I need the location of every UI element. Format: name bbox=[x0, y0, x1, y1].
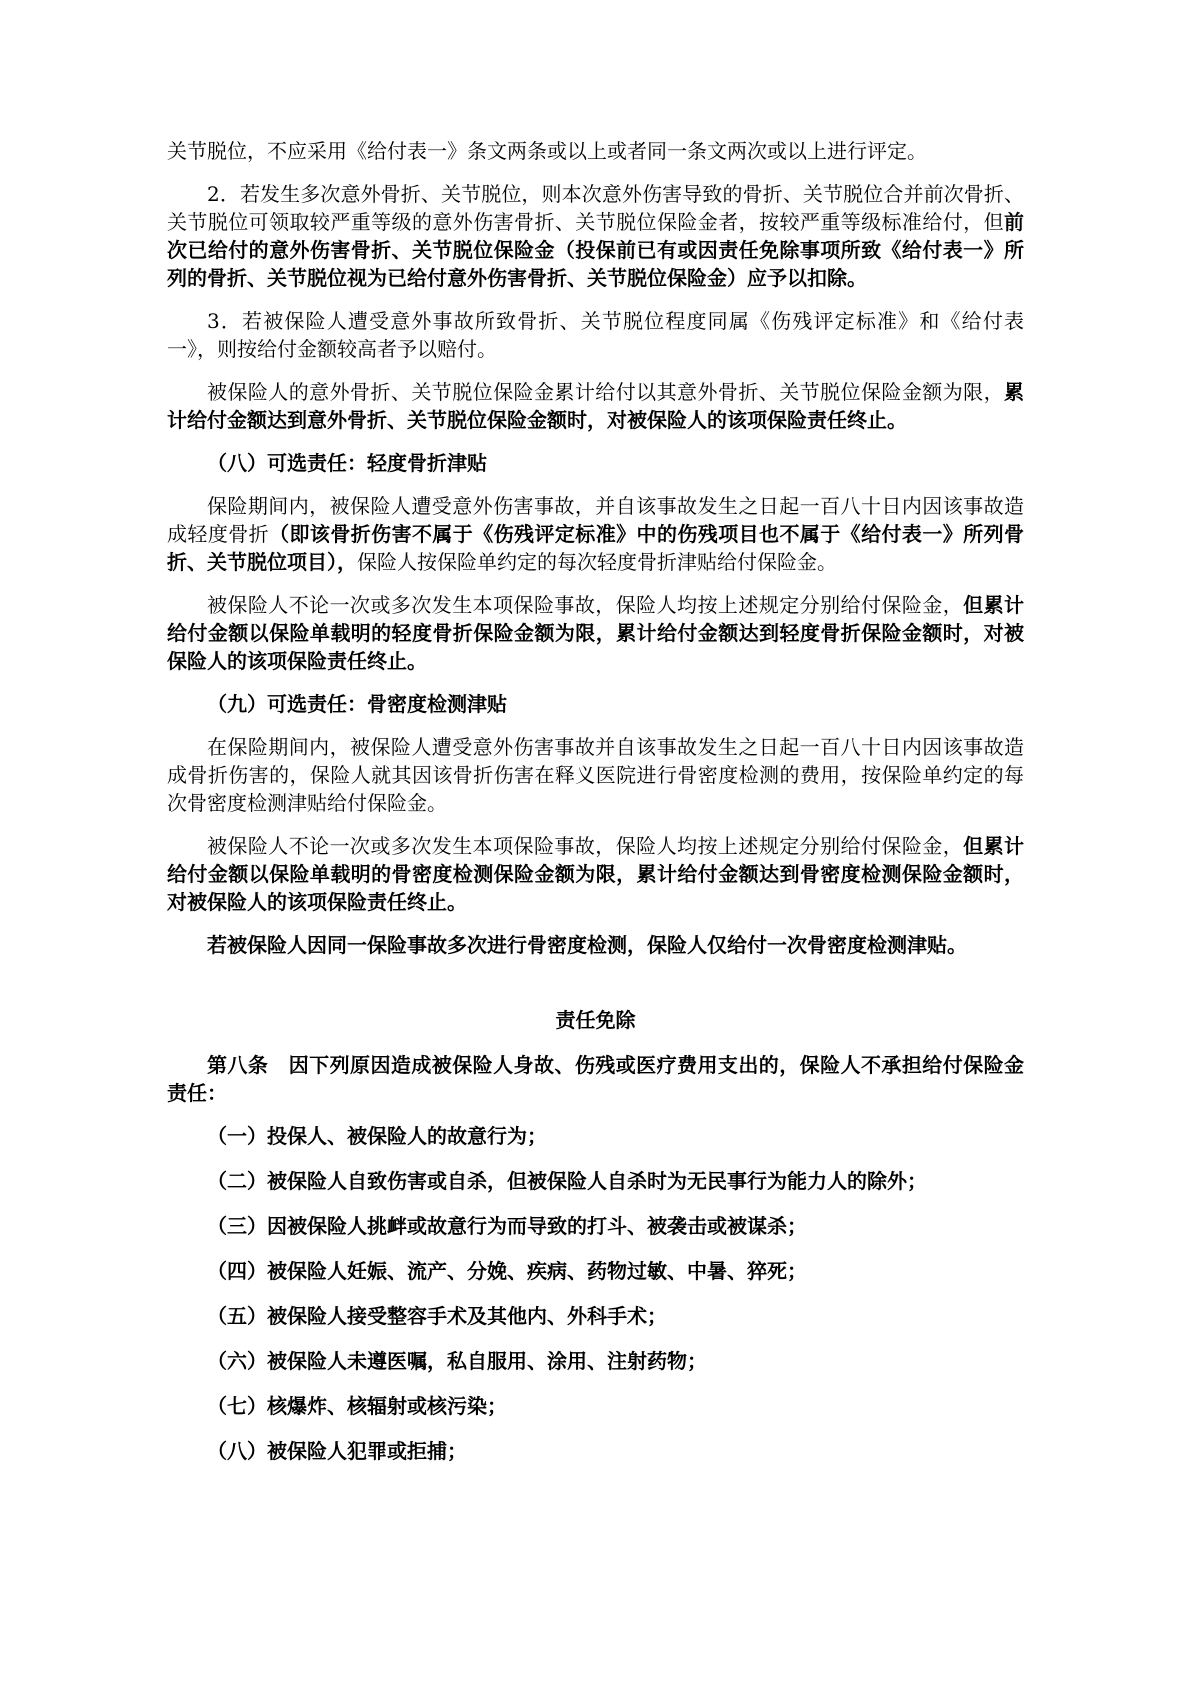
paragraph-article-8 bbox=[167, 1051, 1024, 1107]
text-run-bold: （即该骨折伤害不属于《伤残评定标准》中的伤残项目也不属于《给付表一》所列骨折、关节脱位项目）， bbox=[167, 522, 1025, 574]
exclusion-item-8: （八）被保险人犯罪或拒捕； bbox=[207, 1439, 467, 1463]
paragraph-carryover bbox=[167, 137, 1024, 165]
paragraph-minor-fracture-limit bbox=[167, 591, 1024, 675]
paragraph-accumulation-limit bbox=[167, 378, 1024, 434]
text-run-bold: 但累计给付金额以保险单载明的骨密度检测保险金额为限，累计给付金额达到骨密度检测保险金额时，对被保险人的该项保险责任终止。 bbox=[167, 834, 1025, 914]
text-run-bold: 但累计给付金额以保险单载明的轻度骨折保险金额为限，累计给付金额达到轻度骨折保险金额时，对被保险人的该项保险责任终止。 bbox=[167, 593, 1025, 673]
text-run: 在保险期间内，被保险人遭受意外伤害事故并自该事故发生之日起一百八十日内因该事故造成骨折伤害的，保险人就其因该骨折伤害在释义医院进行骨密度检测的费用，按保险单约定的每次骨密度检测津贴给付保险金。 bbox=[167, 735, 1024, 815]
paragraph-minor-fracture bbox=[167, 492, 1024, 576]
text-run: 被保险人不论一次或多次发生本项保险事故，保险人均按上述规定分别给付保险金， bbox=[207, 834, 964, 858]
paragraph-bone-density-limit bbox=[167, 832, 1024, 916]
exclusion-item-6: （六）被保险人未遵医嘱，私自服用、涂用、注射药物； bbox=[207, 1349, 707, 1373]
text-run: 保险期间内，被保险人遭受意外伤害事故，并自该事故发生之日起一百八十日内因该事故造成轻度骨折 bbox=[167, 494, 1024, 546]
paragraph-clause-2 bbox=[167, 180, 1024, 292]
exclusion-item-2: （二）被保险人自致伤害或自杀，但被保险人自杀时为无民事行为能力人的除外； bbox=[207, 1169, 927, 1193]
paragraph-clause-3 bbox=[167, 307, 1024, 363]
text-run: 3．若被保险人遭受意外事故所致骨折、关节脱位程度同属《伤残评定标准》和《给付表一》，则按给付金额较高者予以赔付。 bbox=[167, 309, 1024, 361]
paragraph-bone-density bbox=[167, 733, 1024, 817]
exclusion-item-1: （一）投保人、被保险人的故意行为； bbox=[207, 1124, 547, 1148]
text-run-bold: 前次已给付的意外伤害骨折、关节脱位保险金（投保前已有或因责任免除事项所致《给付表一》所列的骨折、关节脱位视为已给付意外伤害骨折、关节脱位保险金）应予以扣除。 bbox=[167, 210, 1024, 290]
exclusion-item-3: （三）因被保险人挑衅或故意行为而导致的打斗、被袭击或被谋杀； bbox=[207, 1214, 807, 1238]
text-run: 被保险人的意外骨折、关节脱位保险金累计给付以其意外骨折、关节脱位保险金额为限， bbox=[207, 380, 1004, 404]
text-run: 关节脱位，不应采用《给付表一》条文两条或以上或者同一条文两次或以上进行评定。 bbox=[167, 139, 927, 163]
heading-optional-liability-8: （八）可选责任：轻度骨折津贴 bbox=[207, 451, 487, 475]
text-run-bold: 若被保险人因同一保险事故多次进行骨密度检测，保险人仅给付一次骨密度检测津贴。 bbox=[207, 933, 967, 957]
text-run-bold: 累计给付金额达到意外骨折、关节脱位保险金额时，对被保险人的该项保险责任终止。 bbox=[167, 380, 1024, 432]
text-run-bold: 第八条 因下列原因造成被保险人身故、伤残或医疗费用支出的，保险人不承担给付保险金责任： bbox=[167, 1053, 1024, 1105]
text-run: 被保险人不论一次或多次发生本项保险事故，保险人均按上述规定分别给付保险金， bbox=[207, 593, 964, 617]
section-title-liability-exclusions: 责任免除 bbox=[555, 1008, 636, 1032]
text-run: 保险人按保险单约定的每次轻度骨折津贴给付保险金。 bbox=[357, 550, 837, 574]
exclusion-item-5: （五）被保险人接受整容手术及其他内、外科手术； bbox=[207, 1304, 667, 1328]
text-run: 2．若发生多次意外骨折、关节脱位，则本次意外伤害导致的骨折、关节脱位合并前次骨折、关节脱位可领取较严重等级的意外伤害骨折、关节脱位保险金者，按较严重等级标准给付，但 bbox=[167, 182, 1024, 234]
heading-optional-liability-9: （九）可选责任：骨密度检测津贴 bbox=[207, 692, 507, 716]
exclusion-item-4: （四）被保险人妊娠、流产、分娩、疾病、药物过敏、中暑、猝死； bbox=[207, 1259, 807, 1283]
paragraph-bone-density-once bbox=[167, 931, 1024, 959]
exclusion-item-7: （七）核爆炸、核辐射或核污染； bbox=[207, 1394, 507, 1418]
